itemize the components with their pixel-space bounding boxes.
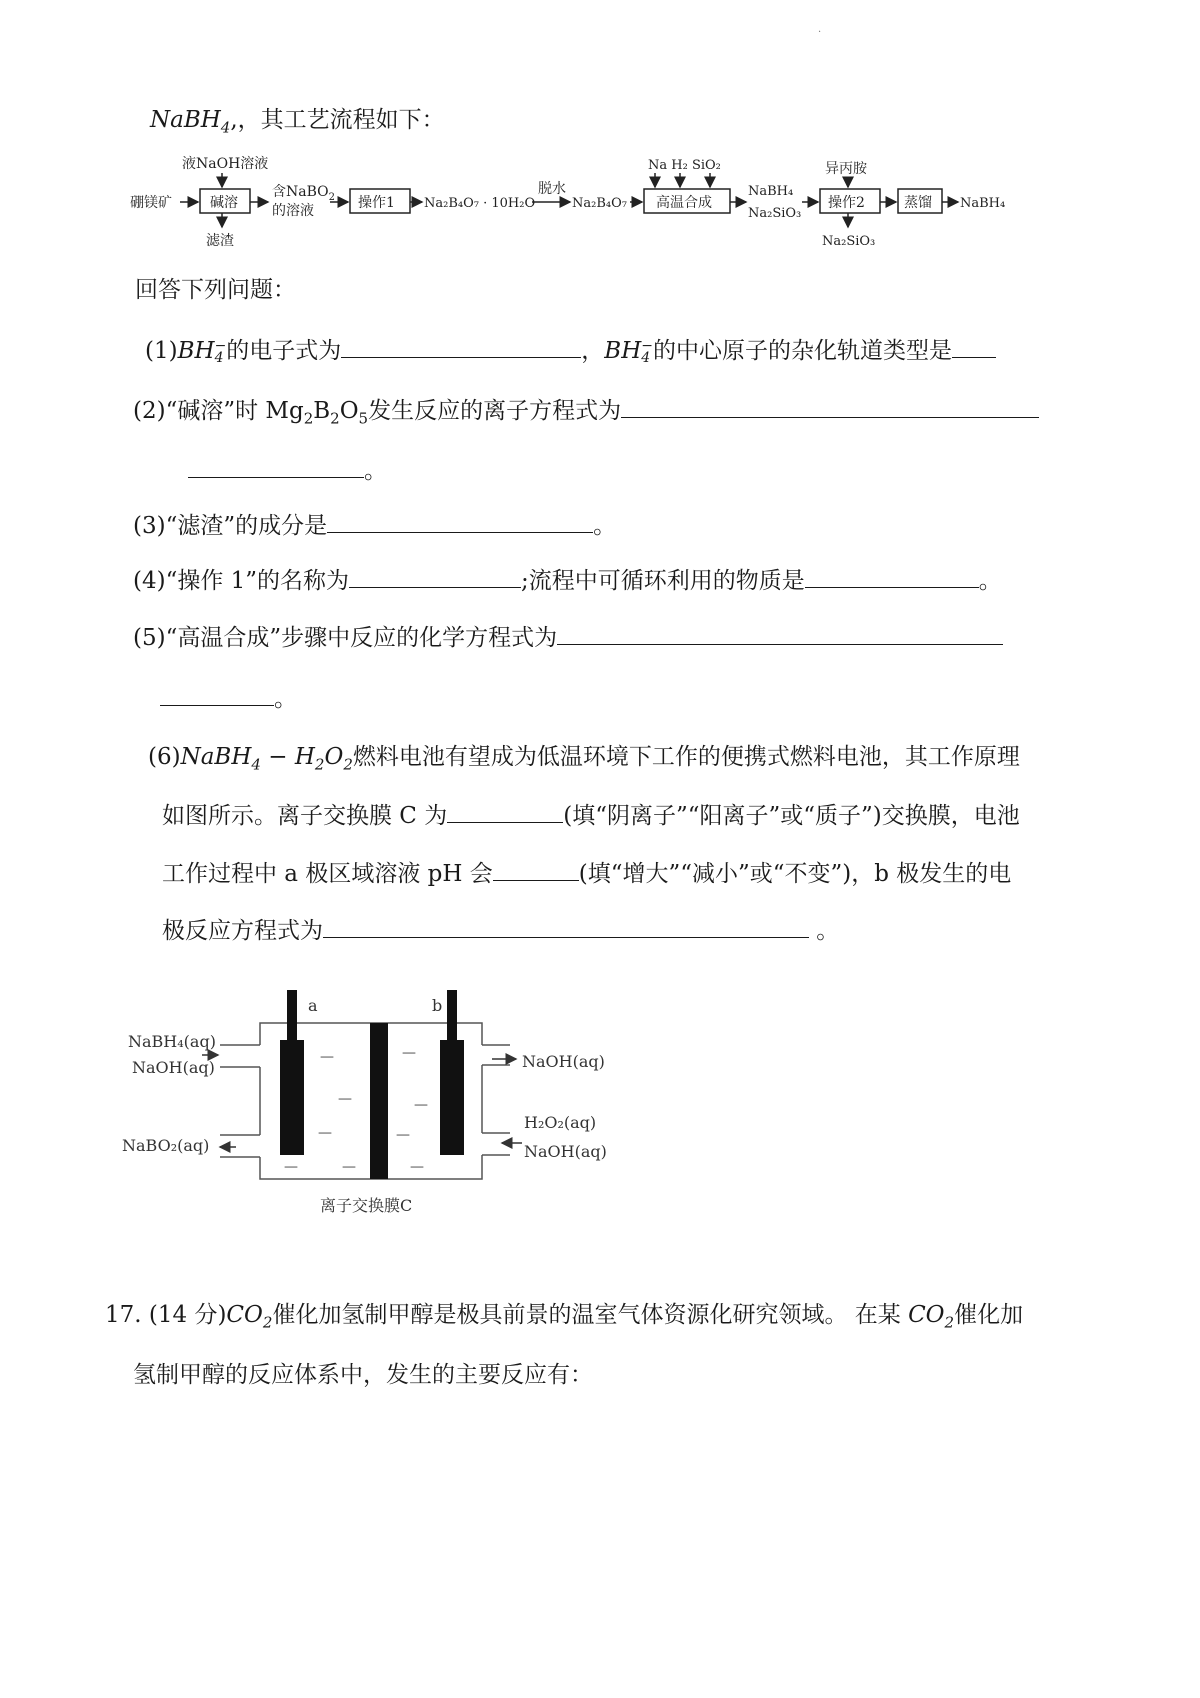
fuel-cell-diagram: [110, 985, 630, 1225]
right-outlet: NaOH(aq): [522, 1052, 605, 1071]
nabh4-formula: NaBH$_4$: [150, 107, 231, 137]
question-6-line3: 工作过程中 a 极区域溶液 pH 会 (填“增大”“减小”或“不变”)，b 极发生的电: [162, 858, 1011, 889]
q6-blank-1[interactable]: [447, 800, 563, 823]
q5-blank-1[interactable]: [557, 622, 1003, 645]
flow-start: 硼镁矿: [130, 195, 172, 211]
flow-box-alkali: 碱溶: [210, 195, 238, 211]
flow-product: NaBH₄: [960, 196, 1006, 211]
membrane-label: 离子交换膜C: [320, 1196, 413, 1215]
ion-dash-6: —: [402, 1045, 416, 1061]
q6-blank-3[interactable]: [323, 915, 809, 938]
ion-dash-7: —: [414, 1097, 428, 1113]
right-inlet-1: H₂O₂(aq): [524, 1113, 597, 1132]
flow-hydrate: Na₂B₄O₇ · 10H₂O: [424, 196, 536, 211]
intro-line: NaBH$_4$,，其工艺流程如下：: [150, 107, 445, 137]
q5-blank-2[interactable]: [160, 683, 274, 706]
q3-blank[interactable]: [327, 510, 593, 533]
q4-blank-2[interactable]: [805, 565, 979, 588]
question-3: (3)“滤渣”的成分是 。: [133, 510, 616, 541]
process-flow-diagram: [130, 155, 1090, 275]
ion-dash-4: —: [342, 1159, 356, 1175]
question-6: (6)NaBH$_4$ − $H_2O_2$燃料电池有望成为低温环境下工作的便携式燃料电池，其工作原理: [148, 744, 1020, 774]
co2-formula-2: $CO_2$: [908, 1302, 955, 1332]
electrode-a-label: a: [308, 996, 318, 1015]
q4-blank-1[interactable]: [349, 565, 521, 588]
prompt-text: 回答下列问题：: [135, 277, 296, 303]
question-5-cont: 。: [160, 683, 297, 714]
ion-dash-1: —: [320, 1049, 334, 1065]
fuel-cell-formula: NaBH$_4$ − $H_2O_2$: [180, 744, 353, 774]
question-2-cont: 。: [188, 455, 387, 486]
ion-dash-8: —: [396, 1127, 410, 1143]
flow-anhydrous: Na₂B₄O₇: [572, 196, 627, 211]
flow-box-op1: 操作1: [358, 195, 395, 211]
q1-blank-1[interactable]: [341, 335, 581, 358]
q6-blank-2[interactable]: [493, 858, 579, 881]
flow-solution-line2: 的溶液: [272, 203, 314, 219]
flow-reagent4: 异丙胺: [825, 161, 867, 177]
question-6-line2: 如图所示。离子交换膜 C 为 (填“阴离子”“阳离子”或“质子”)交换膜，电池: [162, 800, 1020, 831]
left-inlet-1: NaBH₄(aq): [128, 1032, 216, 1051]
flow-mix-2: Na₂SiO₃: [748, 206, 802, 221]
flow-residue: 滤渣: [206, 233, 234, 249]
question-2: (2)“碱溶”时 $Mg_2B_2O_5$发生反应的离子方程式为: [133, 395, 1039, 434]
bh4-ion: BH − 4: [177, 338, 227, 366]
question-1: (1)BH − 4 的电子式为 ，BH − 4 的中心原子的杂化轨道类型是: [145, 335, 996, 366]
left-outlet: NaBO₂(aq): [122, 1136, 210, 1155]
flow-solution: 含NaBO$_2$: [272, 184, 335, 203]
ion-dash-5: —: [284, 1159, 298, 1175]
question-6-line4: 极反应方程式为 。: [162, 915, 839, 946]
question-17-line2: 氢制甲醇的反应体系中，发生的主要反应有：: [133, 1362, 593, 1388]
flow-reagent1: 液NaOH溶液: [182, 156, 269, 172]
electrode-b-label: b: [432, 996, 443, 1015]
question-4: (4)“操作 1”的名称为 ;流程中可循环利用的物质是 。: [133, 565, 1002, 596]
flow-dehydrate: 脱水: [538, 181, 566, 197]
page-corner-mark: .: [818, 24, 822, 35]
flow-mix-1: NaBH₄: [748, 184, 794, 199]
question-5: (5)“高温合成”步骤中反应的化学方程式为: [133, 622, 1003, 653]
flow-reagent3: Na H₂ SiO₂: [648, 158, 721, 173]
ion-dash-9: —: [410, 1159, 424, 1175]
co2-formula-1: $CO_2$: [226, 1302, 273, 1332]
left-inlet-2: NaOH(aq): [132, 1058, 215, 1077]
bh4-ion-2: BH − 4: [604, 338, 653, 366]
q2-blank-2[interactable]: [188, 455, 364, 478]
right-inlet-2: NaOH(aq): [524, 1142, 607, 1161]
ion-dash-3: —: [318, 1125, 332, 1141]
flow-box-synthesis: 高温合成: [656, 195, 712, 211]
flow-box-distill: 蒸馏: [904, 195, 932, 211]
ion-dash-2: —: [338, 1091, 352, 1107]
q2-blank-1[interactable]: [621, 395, 1039, 418]
flow-box-op2: 操作2: [828, 195, 865, 211]
q1-blank-2[interactable]: [952, 335, 996, 358]
question-17: 17. (14 分)$CO_2$催化加氢制甲醇是极具前景的温室气体资源化研究领域。 在某 $CO_2$催化加: [105, 1302, 1024, 1332]
flow-byproduct: Na₂SiO₃: [822, 234, 876, 249]
